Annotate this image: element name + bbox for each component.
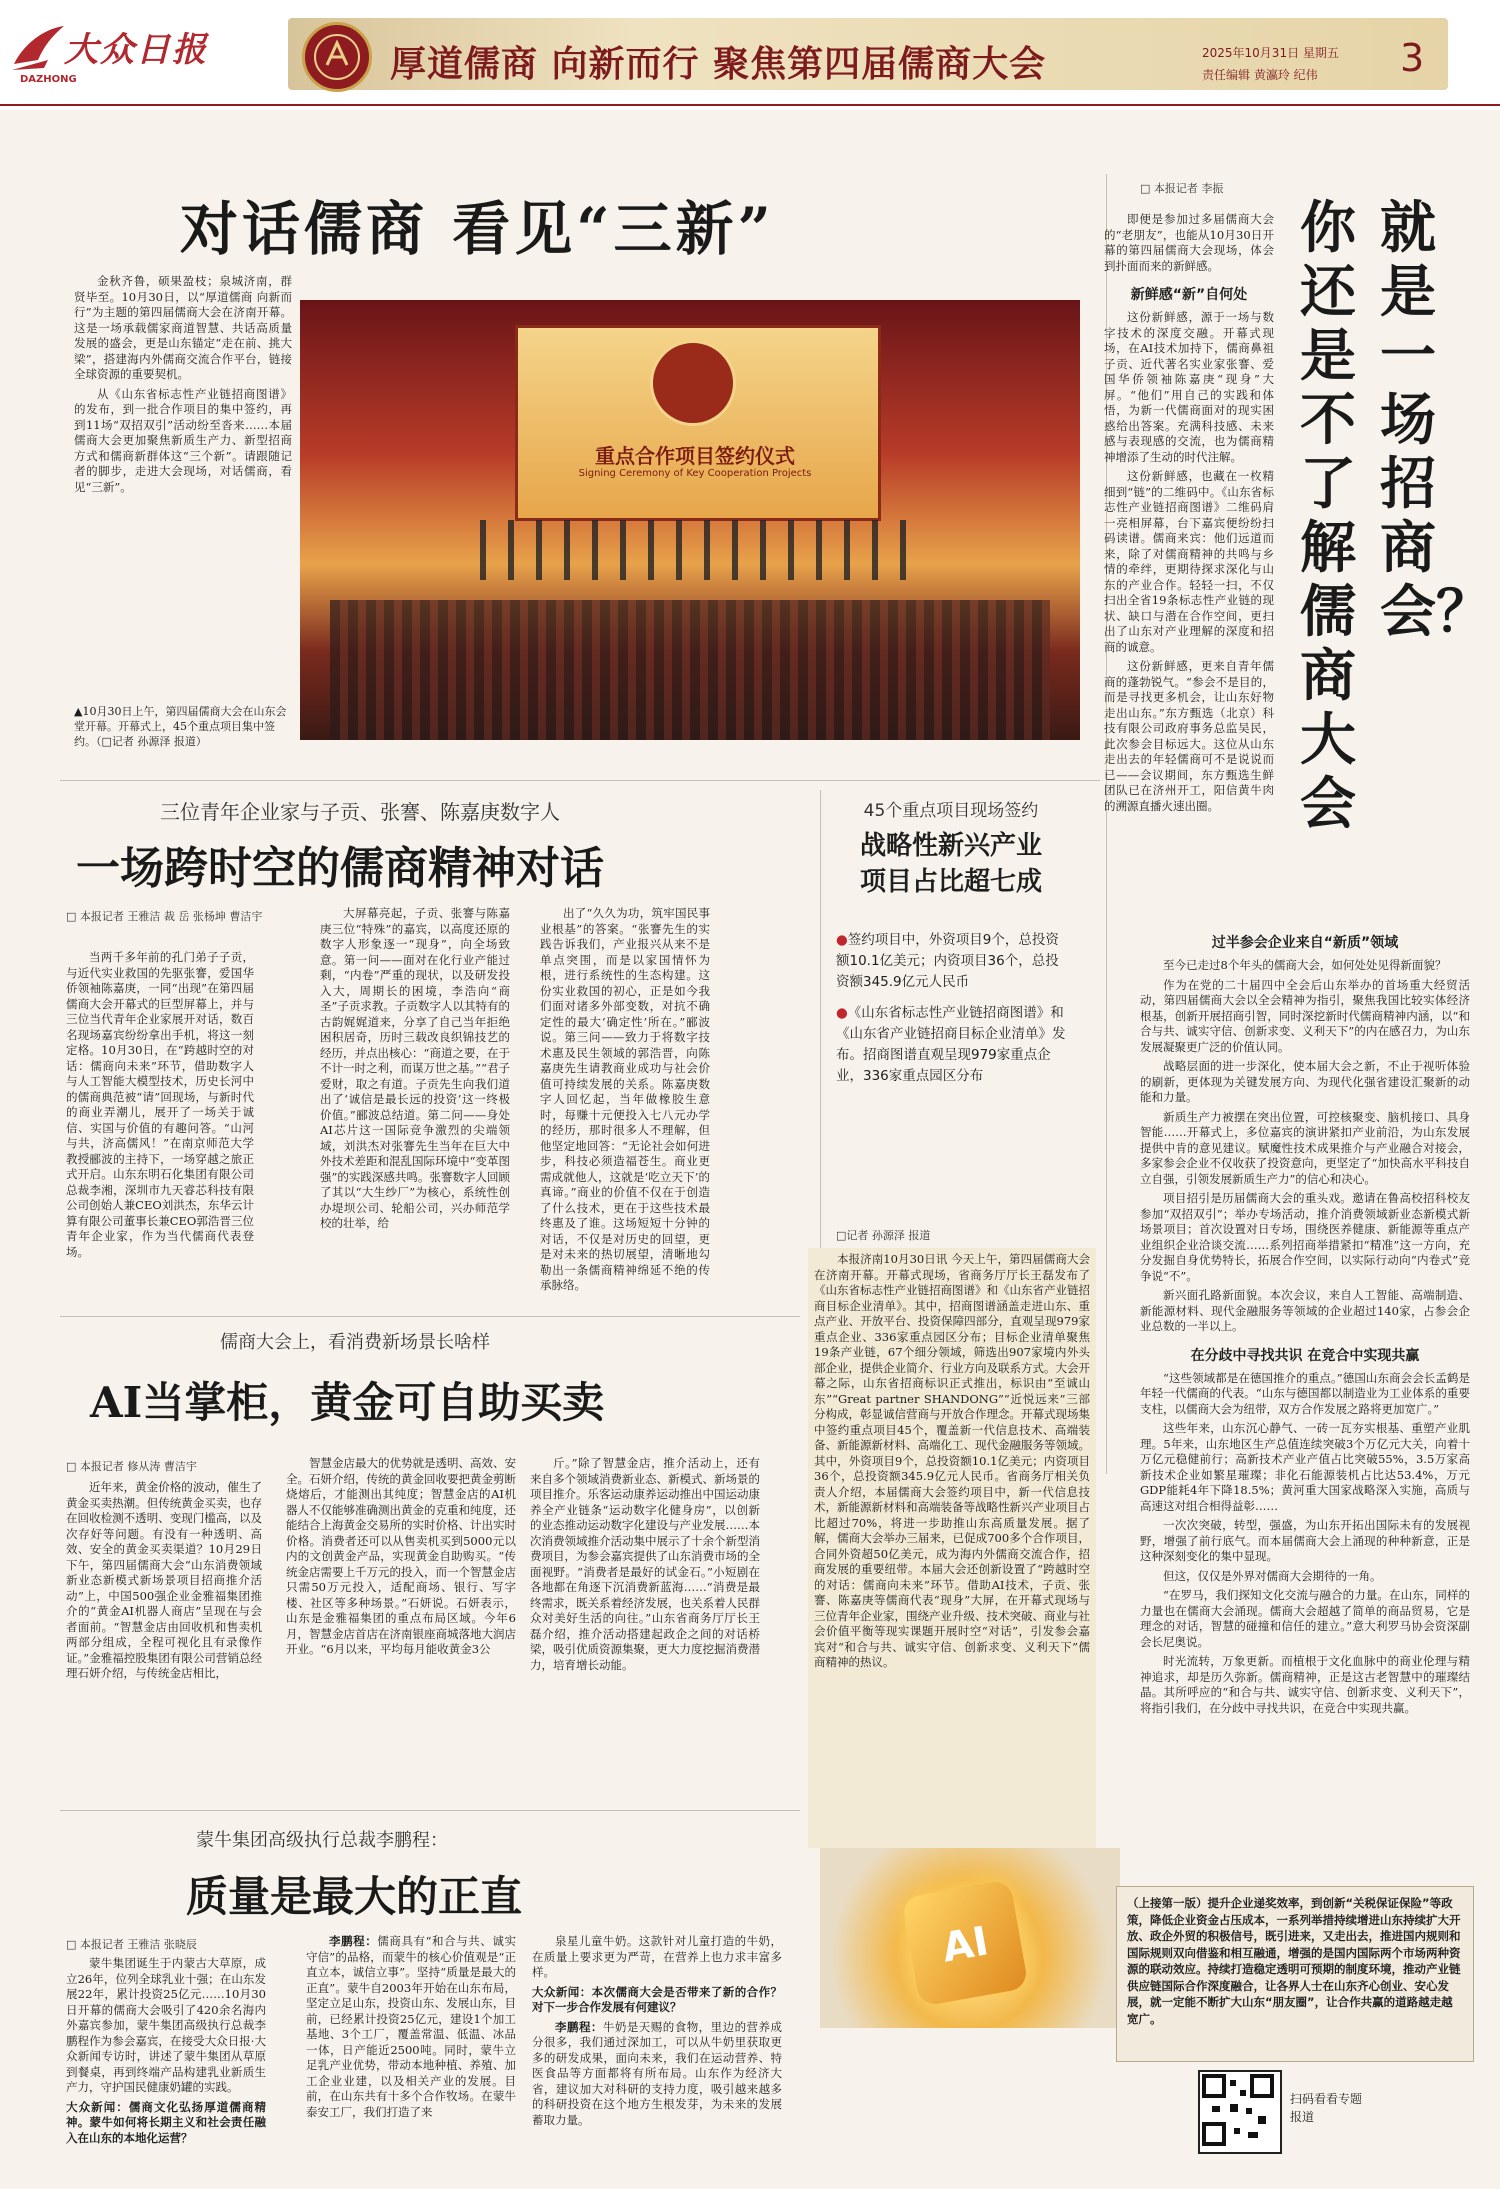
commentary-box [1116,1886,1474,2062]
ai-col2 [286,1456,516,1800]
page-number: 3 [1400,36,1425,80]
qr-label: 扫码看看专题报道 [1290,2092,1363,2124]
top-headline: 对话儒商 看见“三新” [180,195,775,263]
signing-lead1: 签约项目中，外资项目9个，总投资额10.1亿美元；内资项目36个，总投资额345.9亿元人民币 [836,932,1059,990]
masthead-rule [0,104,1500,106]
right-para: 战略层面的进一步深化，使本届大会之新，不止于视听体验的刷新，更体现为关键发展方向、为现代化强省建设汇聚新的动能和力量。 [1140,1059,1470,1104]
dialogue-text: 当两千多年前的孔门弟子子贡，与近代实业救国的先驱张謇，爱国华侨领袖陈嘉庚，一同“出现”在第四届儒商大会开幕式的巨型屏幕上，并与三位当代青年企业家展开对话，数百名现场嘉宾纷纷拿出手机，将这一刻定格。10月30日，在“跨越时空的对话：儒商向未来”环节，借助数字人与人工智能大模型技术，历史长河中的儒商典范被“请”回现场，与新时代的商业弄潮儿，展开了一场关于诚信、实国与价值的有趣问答。“山河与共，济高儒风！”在南京师范大学教授郦波的主持下，一场穿越之旅正式开启。山东东明石化集团有限公司总裁李湘，深圳市九天睿芯科技有限公司创始人兼CEO刘洪杰，东华云计算有限公司董事长兼CEO郭浩晋三位青年企业家，作为当代儒商代表登场。 [66,950,254,1259]
right-para: 这份新鲜感，源于一场与数字技术的深度交融。开幕式现场，在AI技术加持下，儒商鼻祖子贡、近代著名实业家张謇、爱国华侨领袖陈嘉庚“现身”大屏。“他们”用自己的实践和体悟，为新一代儒商面对的现实困惑给出答案。充满科技感、未来感与表现感的交流，也为儒商精神增添了生动的时代注解。 [1104,310,1274,464]
right-headline-line2: 你还是不了解儒商大会 [1300,195,1356,837]
section-rule [60,1810,800,1811]
signing-lead2: 《山东省标志性产业链招商图谱》和《山东省产业链招商目标企业清单》发布。招商图谱直观呈现979家重点企业，336家重点园区分布 [836,1005,1066,1084]
newspaper-logo: 大众日报 [64,30,208,70]
svg-text:AI: AI [938,1918,992,1972]
confucius-seal-icon [302,22,372,92]
ai-text: 斤。”除了智慧金店，推介活动上，还有来自多个领域消费新业态、新模式、新场景的项目推介。乐客运动康养运动推出中国运动康养全产业链条“运动数字化健身房”，以创新的业态推动运动数字化建设与产业发展……本次消费领域推介活动集中展示了十余个新型消费项目，为参会嘉宾提供了山东消费市场的全面视野。“消费者是最好的试金石。”小短剧在各地都在角逐下沉消费新蓝海……“消费是最终需求，既关系着经济发展，也关系着人民群众对美好生活的向往。”山东省商务厅厅长王磊介绍，推介活动搭建起政企之间的对话桥梁，吸引优质资源集聚，更大力度挖掘消费潜力，培育增长动能。 [530,1456,760,1672]
dialogue-text: 出了“久久为功，筑牢国民事业根基”的答案。“张謇先生的实践告诉我们，产业报兴从来不是单点突围，而是以家国情怀为根，进行系统性的生态构建。这份实业救国的初心，正是如今我们面对诸多外部变数，对抗不确定性的最大‘确定性’所在。”郦波说。第三问——致力于将数字技术惠及民生领域的郭浩晋，向陈嘉庚先生请教商业成功与社会价值可持续发展的关系。陈嘉庚数字人回忆起，当年做橡胶生意时，每赚十元便投入七八元办学的经历，那时很多人不理解，但他坚定地回答：“无论社会如何进步，科技必须造福苍生。商业更需成就他人，这就是‘吃立天下’的真谛。”商业的价值不仅在于创造了什么技术，更在于这些技术最终惠及了谁。这场短短十分钟的对话，不仅是对历史的回望，更是对未来的热切展望，清晰地勾勒出一条儒商精神绵延不绝的传承脉络。 [540,906,710,1292]
newspaper-logo-en: DAZHONG [20,74,77,85]
mengniu-col2 [306,1934,516,2184]
right-para: 一次次突破，转型，强盛，为山东开拓出国际未有的发展视野，增强了前行底气。而本届儒商大会上涌现的种种新意，正是这种深刻变化的集中显现。 [1140,1518,1470,1563]
right-para: “这些领域都是在德国推介的重点。”德国山东商会会长孟鹤是年轻一代儒商的代表。“山东与德国都以制造业为工业体系的重要支柱，以儒商大会为纽带，双方合作发展之路将更加宽广。” [1140,1370,1470,1416]
right-para: 这份新鲜感，更来自青年儒商的蓬勃锐气。“参会不是目的，而是寻找更多机会，让山东好物走出山东。”东方甄选（北京）科技有限公司政府事务总监吴民，此次参会目标远大。这位从山东走出去的年轻儒商可不是说说而已——会议期间，东方甄选生鲜团队已在济州开工，阳信黄牛肉的溯源直播火速出圈。 [1104,659,1274,813]
signatories [480,520,920,580]
ai-graphic [820,1848,1120,2028]
stage-screen-title: 重点合作项目签约仪式 [595,444,795,468]
question-label: 大众新闻： [66,2099,129,2114]
question-text: 本次儒商大会是否带来了新的合作？对下一步合作发展有何建议？ [532,1984,782,2014]
ai-headline: AI当掌柜，黄金可自助买卖 [90,1378,605,1427]
dialogue-col2 [320,906,510,1310]
dialogue-col1 [66,950,254,1310]
top-intro-para2: 从《山东省标志性产业链招商图谱》的发布，到一批合作项目的集中签约，再到11场“双招双引”活动纷至沓来……本届儒商大会更加聚焦新质生产力、新型招商方式和儒商新群体这“三个新”。请跟随记者的脚步，走进大会现场，对话儒商，看见“三新”。 [74,386,292,494]
dialogue-kicker: 三位青年企业家与子贡、张謇、陈嘉庚数字人 [160,800,560,824]
right-subhead1: 新鲜感“新”自何处 [1130,287,1248,303]
signing-headline-line1: 战略性新兴产业 [859,831,1042,861]
question-text: 儒商文化弘扬厚道儒商精神。蒙牛如何将长期主义和社会责任融入在山东的本地化运营？ [66,2099,266,2145]
mengniu-kicker: 蒙牛集团高级执行总裁李鹏程： [196,1830,448,1851]
right-para: 新兴面孔路新面貌。本次会议，来自人工智能、高端制造、新能源材料、现代金融服务等领域的企业超过140家，占参会企业总数的一半以上。 [1140,1288,1470,1333]
answer-label: 李鹏程： [555,2019,603,2034]
signing-byline: □记者 孙源泽 报道 [836,1229,931,1242]
signing-kicker: 45个重点项目现场签约 [863,801,1039,821]
editors: 责任编辑 黄瀛玲 纪伟 [1202,68,1318,82]
ai-kicker: 儒商大会上，看消费新场景长啥样 [220,1332,490,1353]
banner-title: 厚道儒商 向新而行 聚焦第四届儒商大会 [390,44,1047,85]
right-para: 至今已走过8个年头的儒商大会，如何处处见得新面貌？ [1163,958,1447,972]
mengniu-col3 [532,1934,782,2184]
issue-date: 2025年10月31日 星期五 [1202,46,1339,60]
mengniu-headline: 质量是最大的正直 [186,1872,523,1921]
answer-text: 牛奶是天赐的食物，里边的营养成分很多，我们通过深加工，可以从牛奶里获取更多的研发成果，面向未来，我们在运动营养、特医食品等方面都将有所布局。山东作为经济大省，建议加大对科研的支持力度，吸引越来越多的科研投资在这个地方生根发芽，为未来的发展蓄取力量。 [532,2019,782,2127]
mengniu-text: 泉星儿童牛奶。这款针对儿童打造的牛奶，在质量上要求更为严苛，在营养上也力求丰富多样。 [532,1934,782,1979]
ai-col1 [66,1480,262,1800]
ceremony-photo [300,300,1080,740]
ai-chip-icon [901,1879,1028,2006]
right-para: 新质生产力被摆在突出位置，可控核聚变、脑机接口、具身智能……开幕式上，多位嘉宾的演讲紧扣产业前沿，为山东发展提供中肯的意见建议。赋魔性技术成果推介与产业融合对接会，多家参会企业不仅收获了投资意向，更坚定了“加快高水平科技自立自强，引领发展新质生产力”的信心和决心。 [1140,1109,1470,1186]
signing-text: 本报济南10月30日讯 今天上午，第四届儒商大会在济南开幕。开幕式现场，省商务厅厅长王磊发布了《山东省标志性产业链招商图谱》和《山东省产业链招商目标企业清单》。其中，招商图谱涵盖走进山东、重点产业、开放平台、投资保障四部分，直观呈现979家重点企业、336家重点园区分布；目标企业清单聚焦19条产业链，67个细分领域，筛选出907家境内外头部企业，提供企业简介、行业方向及联系方式。大会开幕之际，山东省招商标识正式推出，标识由“至诚山东”“Great partner SHANDONG”“近悦远来”三部分构成，彰显诚信营商与开放合作理念。开幕式现场集中签约重点项目45个，覆盖新一代信息技术、高端装备、新能源新材料、高端化工、现代金融服务等领域。其中，外资项目9个，总投资额10.1亿美元；内资项目36个，总投资额345.9亿元人民币。省商务厅相关负责人介绍，本届儒商大会签约项目中，新一代信息技术，新能源新材料和高端装备等战略性新兴产业项目占比超过70%，将进一步助推山东高质量发展。据了解，儒商大会举办三届来，已促成700多个合作项目，合同外资超50亿美元，成为海内外儒商交流合作，招商发展的重要纽带。本届大会还创新设置了“跨越时空的对话：儒商向未来”环节。借助AI技术，子贡、张謇、陈嘉庚等儒商代表“现身”大屏，在开幕式现场与三位青年企业家，围绕产业升级、技术突破、商业与社会价值平衡等现实课题开展时空“对话”，引发参会嘉宾对“和合与共、诚实守信、创新求变、义利天下”儒商精神的热议。 [814,1252,1090,1669]
answer-label: 李鹏程： [329,1934,378,1948]
right-intro: 即便是参加过多届儒商大会的“老朋友”，也能从10月30日开幕的第四届儒商大会现场，体会到扑面而来的新鲜感。 [1104,212,1274,273]
right-para: 这份新鲜感，也藏在一枚精细到“链”的二维码中。《山东省标志性产业链招商图谱》二维码肩一亮相屏幕，台下嘉宾便纷纷扫码读谱。儒商来宾：他们远道而来，除了对儒商精神的共鸣与乡情的牵绊，更期待探求深化与山东的产业合作。轻轻一扫，不仅扫出全省19条标志性产业链的现状、缺口与潜在合作空间，更扫出了山东对产业理解的深度和招商的诚意。 [1104,469,1274,654]
section-rule [60,780,1100,781]
mengniu-byline: □ 本报记者 王雅洁 张晓辰 [66,1938,197,1951]
right-para: 作为在党的二十届四中全会后山东举办的首场重大经贸活动，第四届儒商大会以全会精神为指引，聚焦我国比较实体经济根基，创新开展招商引智，同时深挖新时代儒商精神内涵，以“和合与共、诚实守信、创新求变、义利天下”的内在感召力，为山东发展凝聚更广泛的价值认同。 [1140,977,1470,1054]
dialogue-col3 [540,906,710,1310]
stage-screen-subtitle: Signing Ceremony of Key Cooperation Projects [578,468,812,479]
qr-code-icon[interactable] [1198,2070,1282,2154]
ai-col3 [530,1456,760,1800]
photo-caption: ▲10月30日上午，第四届儒商大会在山东会堂开幕。开幕式上，45个重点项目集中签约。（□记者 孙源泽 报道） [74,705,287,748]
dialogue-text: 大屏幕亮起，子贡、张謇与陈嘉庚三位“特殊”的嘉宾，以高度还原的数字人形象逐一“现身”，向全场致意。第一问——面对在化行业产能过剩，“内卷”严重的现状，以及研发投入大，周期长的困境，李浩向“商圣”子贡求教。子贡数字人以其特有的古韵娓娓道来，分享了自己当年拒绝困积居奇，历时三载改良织锦技艺的经历，并点出核心：“商道之要，在于不计一时之利，而谋万世之基。”“君子爱财，取之有道。子贡先生向我们道出了‘诚信是最长远的投资’这一终极价值。”郦波总结道。第二问——身处AI芯片这一国际竞争激烈的尖端领域，刘洪杰对张謇先生当年在巨大中外技术差距和混乱国际环境中“变革图强”的实践深感共鸣。张謇数字人回顾了其以“大生纱厂”为核心，系统性创办堤坝公司、轮船公司，兴办师范学校的壮举，给 [320,906,510,1230]
mengniu-text: 蒙牛集团诞生于内蒙古大草原，成立26年，位列全球乳业十强；在山东发展22年，累计投资25亿元……10月30日开幕的儒商大会吸引了420余名海内外嘉宾参加，蒙牛集团高级执行总裁李鹏程作为参会嘉宾，在接受大众日报·大众新闻专访时，讲述了蒙牛集团从草原到餐桌，再到终端产品构建乳业新质生产力，守护国民健康奶罐的实践。 [66,1956,266,2094]
dialogue-headline: 一场跨时空的儒商精神对话 [76,843,604,894]
bullet-icon: ● [836,1005,848,1021]
signing-body [808,1248,1096,1848]
right-subhead3: 在分歧中寻找共识 在竞合中实现共赢 [1190,1347,1420,1364]
audience [330,600,1050,740]
right-para: “在罗马，我们探知文化交流与融合的力量。在山东，同样的力量也在儒商大会涌现。儒商大会超越了简单的商品贸易，它是理念的对话，智慧的碰撞和信任的建立。”意大利罗马协会资深副会长尼奥说。 [1140,1588,1470,1649]
ai-text: 智慧金店最大的优势就是透明、高效、安全。石妍介绍，传统的黄金回收要把黄金剪断烧熔后，才能测出其纯度；智慧金店的AI机器人不仅能够准确测出黄金的克重和纯度，还能结合上海黄金交易所的实时价格、计出实时价格。消费者还可以从售卖机买到5000元以内的文创黄金产品，实现黄金自助购买。“传统金店需要上千万元的投入，而一个智慧金店只需50万元投入，适配商场、银行、写字楼、社区等多种场景。”石妍说。石妍表示，山东是金雅福集团的重点布局区域。今年6月，智慧金店首店在济南银座商城落地大润店开业。“6月以来，平均每月能收黄金3公 [286,1456,516,1656]
masthead [0,0,1500,110]
right-subhead2: 过半参会企业来自“新质”领域 [1211,935,1399,951]
signing-leads [836,930,1066,1220]
signing-headline [826,828,1076,900]
right-col-narrow [1104,212,1274,912]
bullet-icon: ● [836,932,848,948]
right-headline-line1: 就是一场招商会？ [1380,195,1492,645]
answer-text: 儒商具有“和合与共、诚实守信”的品格，而蒙牛的核心价值观是“正直立本，诚信立事”。坚持“质量是最大的正直”。蒙牛自2003年开始在山东布局，坚定立足山东，投资山东、发展山东，目前，已经累计投资25亿元，建设1个加工基地、3个工厂，覆盖常温、低温、冰品一体，日产能近2500吨。同时，蒙牛立足乳产业优势，带动本地种植、养殖、加工企业业建，以及相关产业的发展。目前，在山东共有十多个合作牧场。在蒙牛泰安工厂，我们打造了来 [306,1934,516,2119]
right-para: 时光流转，万象更新。而植根于文化血脉中的商业伦理与精神追求，却是历久弥新。儒商精神，正是这古老智慧中的璀璨结晶。其所呼应的“和合与共、诚实守信、创新求变、义利天下”，将指引我们，在分歧中寻找共识，在竞合中实现共赢。 [1140,1654,1470,1715]
question-label: 大众新闻： [532,1984,592,1999]
section-rule [60,1316,800,1317]
commentary-text: （上接第一版）提升企业递奖效率，到创新“关税保证保险”等政策，降低企业资金占压成本，一系列举措持续增进山东持续扩大开放、政企外贸的积极信号，既引进来，又走出去，推进国内规则和国际规则双向借鉴和相互融通，增强的是国内国际两个市场两种资源的联动效应。持续打造稳定透明可预期的制度环境，推动产业链供应链国际合作深度融合，让各界人士在山东齐心创业、安心发展，就一定能不断扩大山东“朋友圈”，让合作共赢的道路越走越宽广。 [1127,1896,1461,2026]
ai-byline: □ 本报记者 修从涛 曹洁宇 [66,1460,197,1473]
right-para: 这些年来，山东沉心静气、一砖一瓦夯实根基、重塑产业肌理。5年来，山东地区生产总值连续突破3个万亿元大关，向着十万亿元稳健前行；高新技术产业产值占比突破55%，3.5万家高新技术企业如繁星璀璨；非化石能源装机占比达53.4%，万元GDP能耗4年下降18.5%；黄河重大国家战略深入实施，高质与高速这对组合相得益彰…… [1140,1421,1470,1513]
right-para: 项目招引是历届儒商大会的重头戏。邀请在鲁高校招科校友参加“双招双引”；举办专场活动，推介消费领域新业态新模式新场景项目；首次设置对日专场，围绕医养健康、新能源等重点产业组织企业洽谈交流……系列招商举措紧扣“精准”这一方向，充分发掘自身优势特长，拓展合作空间，以实际行动向“内卷式”竞争说“不”。 [1140,1191,1470,1283]
signing-headline-line2: 项目占比超七成 [859,867,1042,897]
newspaper-logo-icon [8,20,68,80]
stage-emblem-icon [650,340,736,426]
right-byline: □ 本报记者 李振 [1140,182,1224,195]
right-para: 但这，仅仅是外界对儒商大会期待的一角。 [1163,1568,1382,1583]
right-col-wide [1140,922,1470,1922]
top-intro [74,274,292,724]
top-intro-para1: 金秋齐鲁，硕果盈枝；泉城济南，群贤毕至。10月30日，以“厚道儒商 向新而行”为主题的第四届儒商大会在济南开幕。这是一场承载儒家商道智慧、共话高质量发展的盛会，更是山东锚定“走在前、挑大梁”，搭建海内外儒商交流合作平台，链接全球资源的重要契机。 [74,274,292,381]
dialogue-byline: □ 本报记者 王雅洁 裁 岳 张杨坤 曹洁宇 [66,910,263,923]
ai-text: 近年来，黄金价格的波动，催生了黄金买卖热潮。但传统黄金买卖，也存在回收检测不透明、变现门槛高，以及次存好等问题。有没有一种透明、高效、安全的黄金买卖渠道？10月29日下午，第四届儒商大会“山东消费领域新业态新模式新场景项目招商推介活动”上，中国500强企业金雅福集团推介的“黄金AI机器人商店”呈现在与会者面前。“智慧金店由回收机和售卖机两部分组成，全程可视化且有录像作证。”金雅福控股集团有限公司营销总经理石妍介绍，与传统金店相比， [66,1480,262,1680]
mengniu-col1 [66,1956,266,2184]
